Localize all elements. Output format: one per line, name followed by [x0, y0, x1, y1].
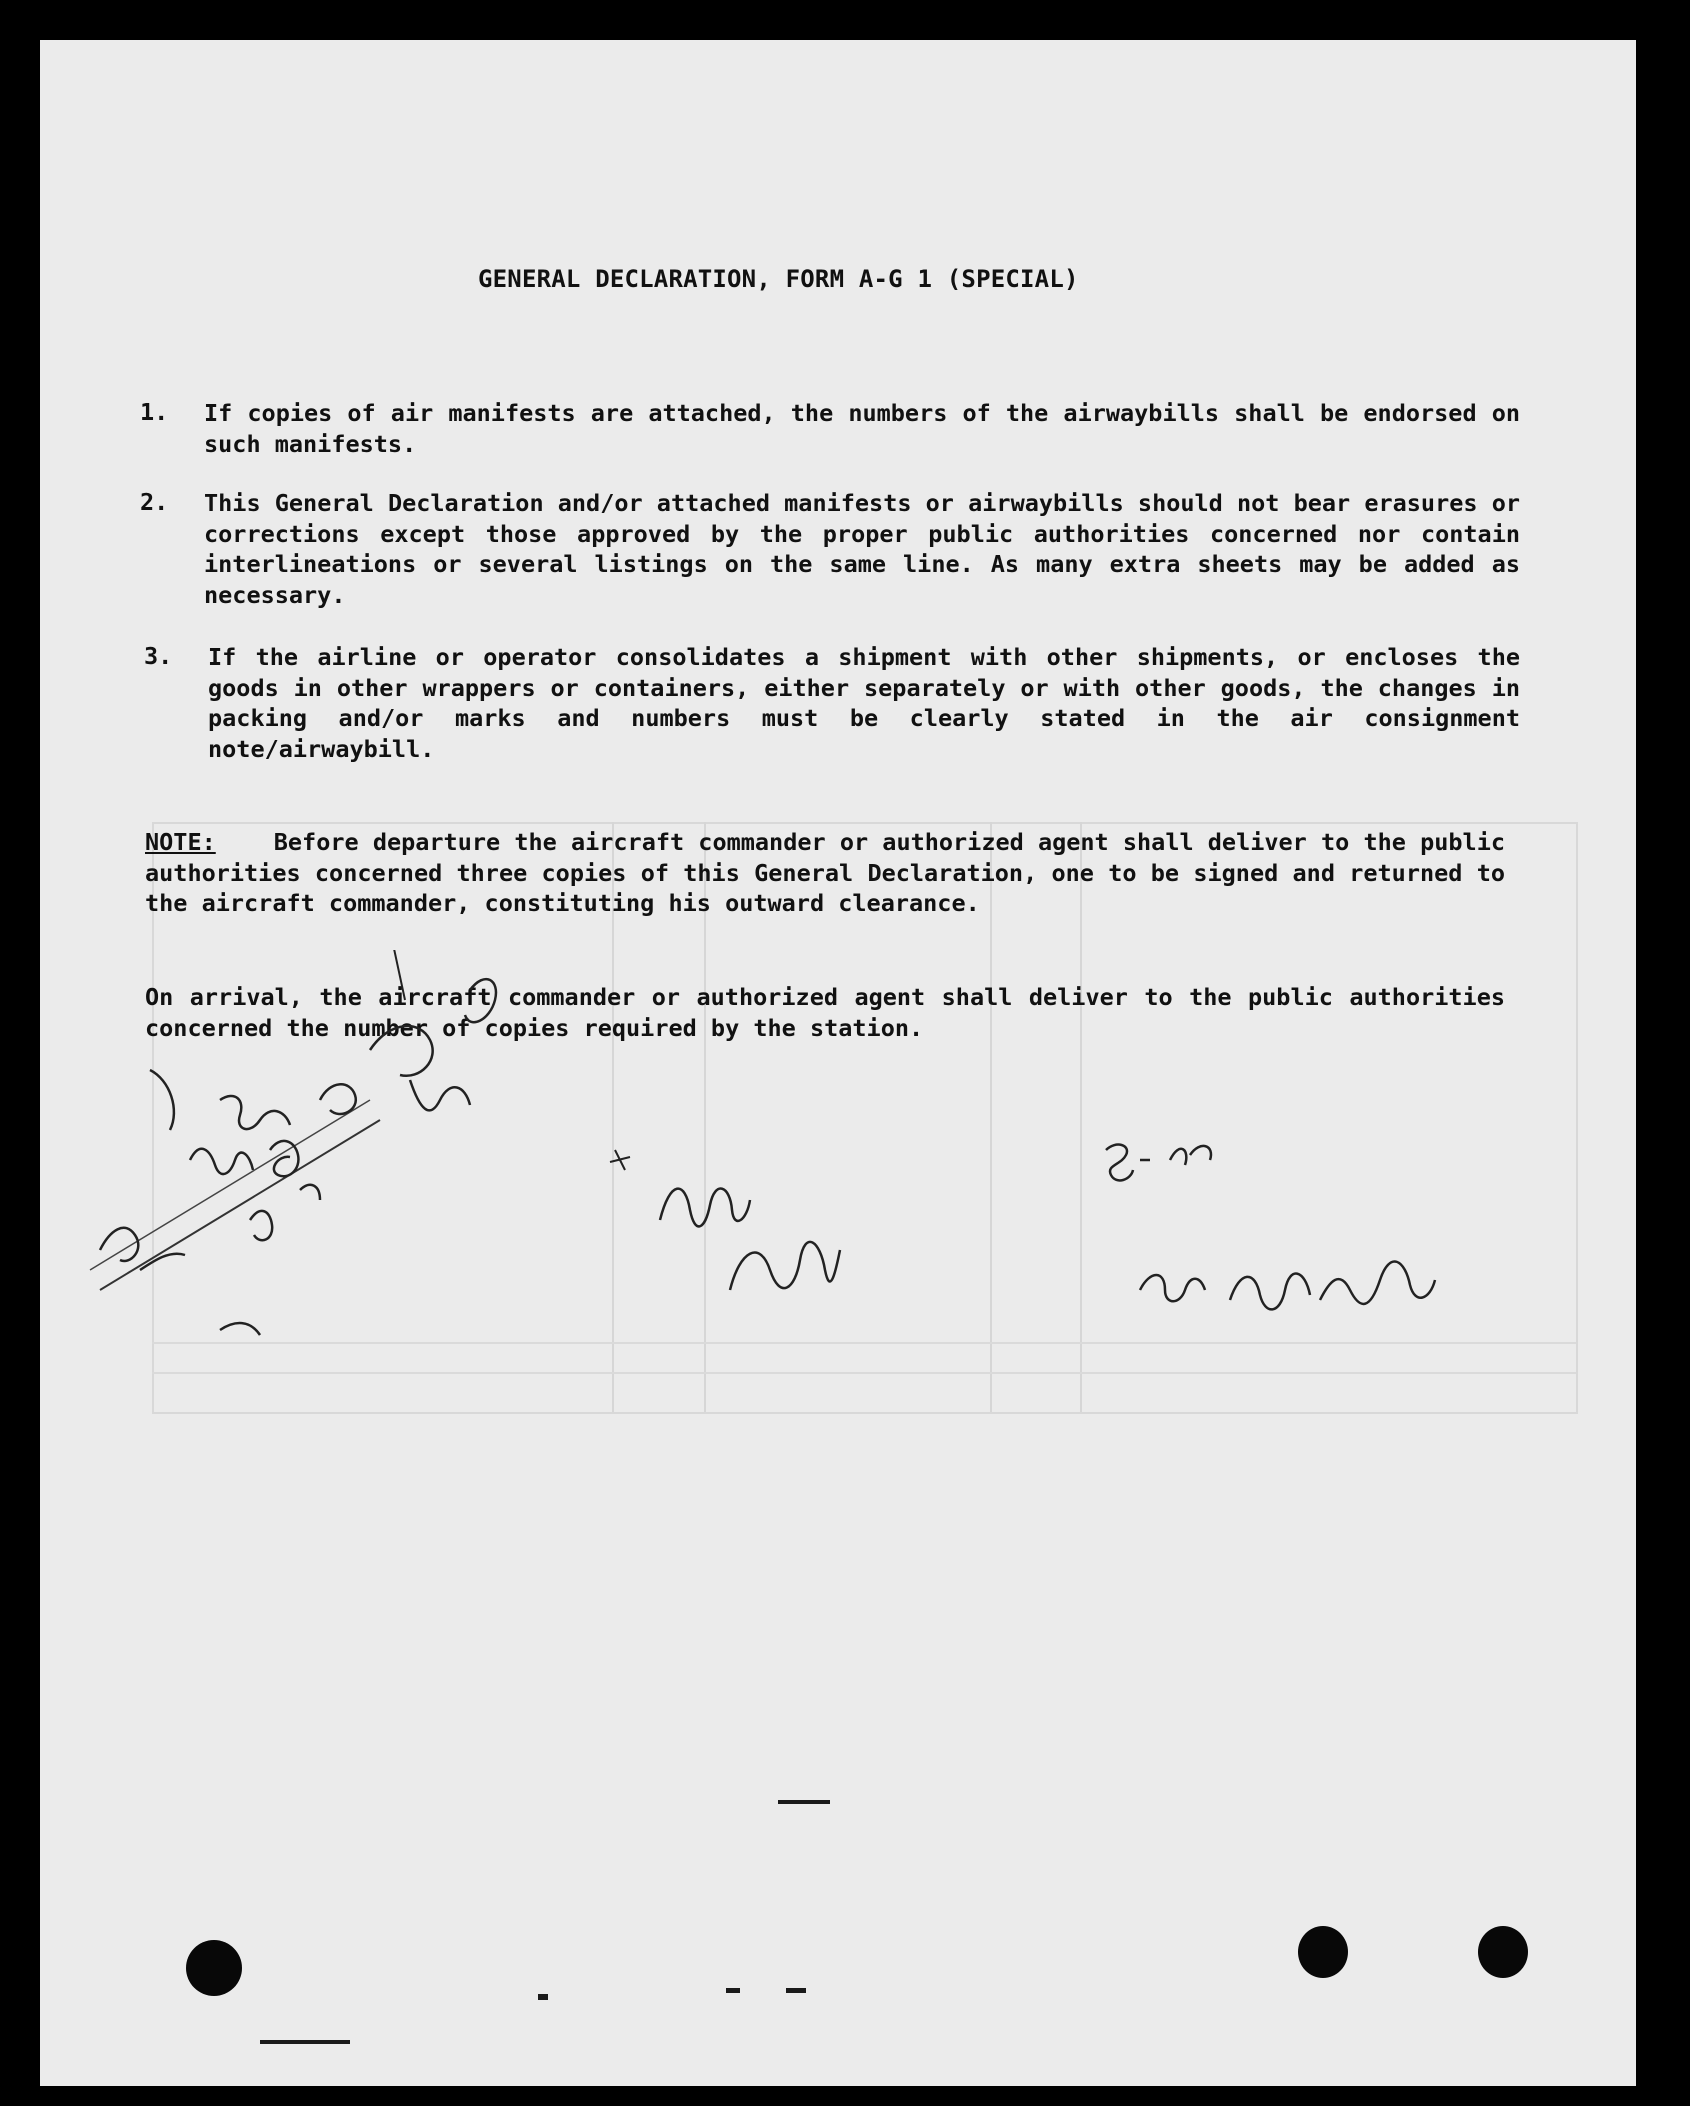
stray-mark: [260, 2040, 350, 2044]
punch-hole: [1298, 1926, 1348, 1978]
stray-mark: [786, 1988, 806, 1993]
instruction-item-2: [140, 488, 1520, 610]
punch-hole: [186, 1940, 242, 1996]
item-text: This General Declaration and/or attached manifests or airwaybills should not bear erasures or corrections except those approved by the proper public authorities concerned nor contain interlineations or several listings on the same line. As many extra sheets may be added as necessary.: [204, 489, 1520, 609]
item-number: 2.: [140, 488, 169, 516]
stray-mark: [726, 1988, 740, 1993]
punch-hole: [1478, 1926, 1528, 1978]
form-title: GENERAL DECLARATION, FORM A-G 1 (SPECIAL): [478, 265, 1079, 293]
note-text: Before departure the aircraft commander or authorized agent shall deliver to the public authorities concerned three copies of this General Declaration, one to be signed and returned to the aircraft commander, constituting his outward clearance.: [145, 828, 1505, 917]
note-label: NOTE:: [145, 828, 216, 856]
departure-note: [145, 827, 1505, 919]
arrival-note: On arrival, the aircraft commander or authorized agent shall deliver to the public authorities concerned the number of copies required by the station.: [145, 983, 1505, 1042]
handwritten-annotation-left: [70, 950, 630, 1430]
stray-mark: [778, 1800, 830, 1804]
stray-mark: [538, 1994, 548, 2000]
item-number: 3.: [144, 642, 173, 670]
instruction-item-3: [140, 642, 1520, 764]
handwritten-signature-right: [1100, 1100, 1480, 1340]
handwritten-signature-center: [600, 1140, 860, 1340]
instruction-item-1: [140, 398, 1520, 459]
item-number: 1.: [140, 398, 169, 426]
item-text: If the airline or operator consolidates a shipment with other shipments, or encloses the goods in other wrappers or containers, either separately or with other goods, the changes in packing and/or marks and numbers must be clearly stated in the air consignment note/airwaybill.: [208, 643, 1520, 763]
item-text: If copies of air manifests are attached, the numbers of the airwaybills shall be endorsed on such manifests.: [204, 399, 1520, 458]
